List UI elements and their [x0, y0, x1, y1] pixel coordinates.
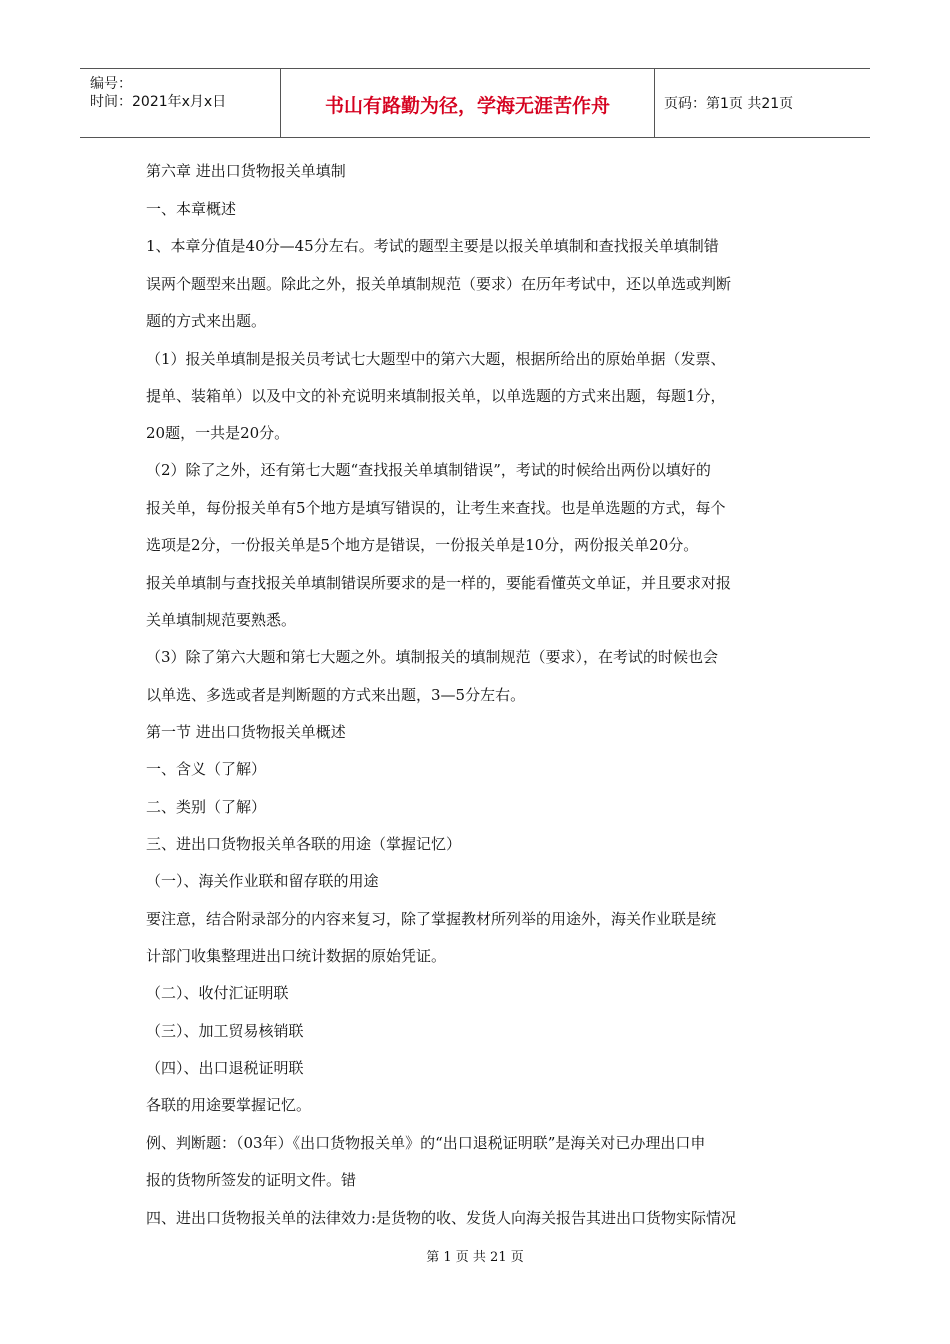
page-header [80, 68, 870, 138]
header-right-cell [654, 69, 870, 137]
motto-text: 书山有路勤为径，学海无涯苦作舟 [324, 95, 610, 117]
sub-heading: （四）、出口退税证明联 [146, 1059, 304, 1077]
code-label: 编号： [90, 76, 132, 92]
page-info: 页码：第1页 共21页 [664, 96, 794, 112]
paragraph-line: （1）报关单填制是报关员考试七大题型中的第六大题，根据所给出的原始单据（发票、 [146, 350, 726, 368]
paragraph-line: 报的货物所签发的证明文件。错 [146, 1171, 357, 1189]
paragraph-line: 报关单，每份报关单有5个地方是填写错误的，让考生来查找。也是单选题的方式，每个 [146, 499, 726, 517]
paragraph-line: 题的方式来出题。 [146, 312, 267, 330]
paragraph-line: 关单填制规范要熟悉。 [146, 611, 297, 629]
paragraph-line: 四、进出口货物报关单的法律效力:是货物的收、发货人向海关报告其进出口货物实际情况 [146, 1209, 737, 1227]
sub-heading: （三）、加工贸易核销联 [146, 1022, 304, 1040]
section-title: 第一节 进出口货物报关单概述 [146, 723, 346, 741]
page-footer: 第 1 页 共 21 页 [426, 1250, 524, 1265]
time-label: 时间：2021年x月x日 [90, 94, 227, 110]
section-heading: 一、本章概述 [146, 200, 237, 218]
paragraph-line: 以单选、多选或者是判断题的方式来出题，3—5分左右。 [146, 686, 526, 704]
chapter-title: 第六章 进出口货物报关单填制 [146, 162, 346, 180]
sub-heading: （一）、海关作业联和留存联的用途 [146, 872, 379, 890]
paragraph-line: 报关单填制与查找报关单填制错误所要求的是一样的，要能看懂英文单证，并且要求对报 [146, 574, 732, 592]
header-motto-cell [280, 69, 655, 137]
paragraph-line: 选项是2分，一份报关单是5个地方是错误，一份报关单是10分，两份报关单20分。 [146, 536, 699, 554]
paragraph-line: 计部门收集整理进出口统计数据的原始凭证。 [146, 947, 447, 965]
paragraph-line: 提单、装箱单）以及中文的补充说明来填制报关单，以单选题的方式来出题，每题1分， [146, 387, 726, 405]
header-left-cell [80, 69, 280, 137]
section-heading: 一、含义（了解） [146, 760, 267, 778]
paragraph-line: 例、判断题：（03年）《出口货物报关单》的“出口退税证明联”是海关对已办理出口申 [146, 1134, 706, 1152]
paragraph-line: （3）除了第六大题和第七大题之外。填制报关的填制规范（要求），在考试的时候也会 [146, 648, 719, 666]
paragraph-line: 1、本章分值是40分—45分左右。考试的题型主要是以报关单填制和查找报关单填制错 [146, 237, 719, 255]
section-heading: 三、进出口货物报关单各联的用途（掌握记忆） [146, 835, 462, 853]
sub-heading: （二）、收付汇证明联 [146, 984, 289, 1002]
paragraph-line: 20题，一共是20分。 [146, 424, 290, 442]
paragraph-line: 各联的用途要掌握记忆。 [146, 1096, 312, 1114]
paragraph-line: （2）除了之外，还有第七大题“查找报关单填制错误”，考试的时候给出两份以填好的 [146, 461, 711, 479]
paragraph-line: 要注意，结合附录部分的内容来复习，除了掌握教材所列举的用途外，海关作业联是统 [146, 910, 717, 928]
section-heading: 二、类别（了解） [146, 798, 267, 816]
paragraph-line: 误两个题型来出题。除此之外，报关单填制规范（要求）在历年考试中，还以单选或判断 [146, 275, 732, 293]
